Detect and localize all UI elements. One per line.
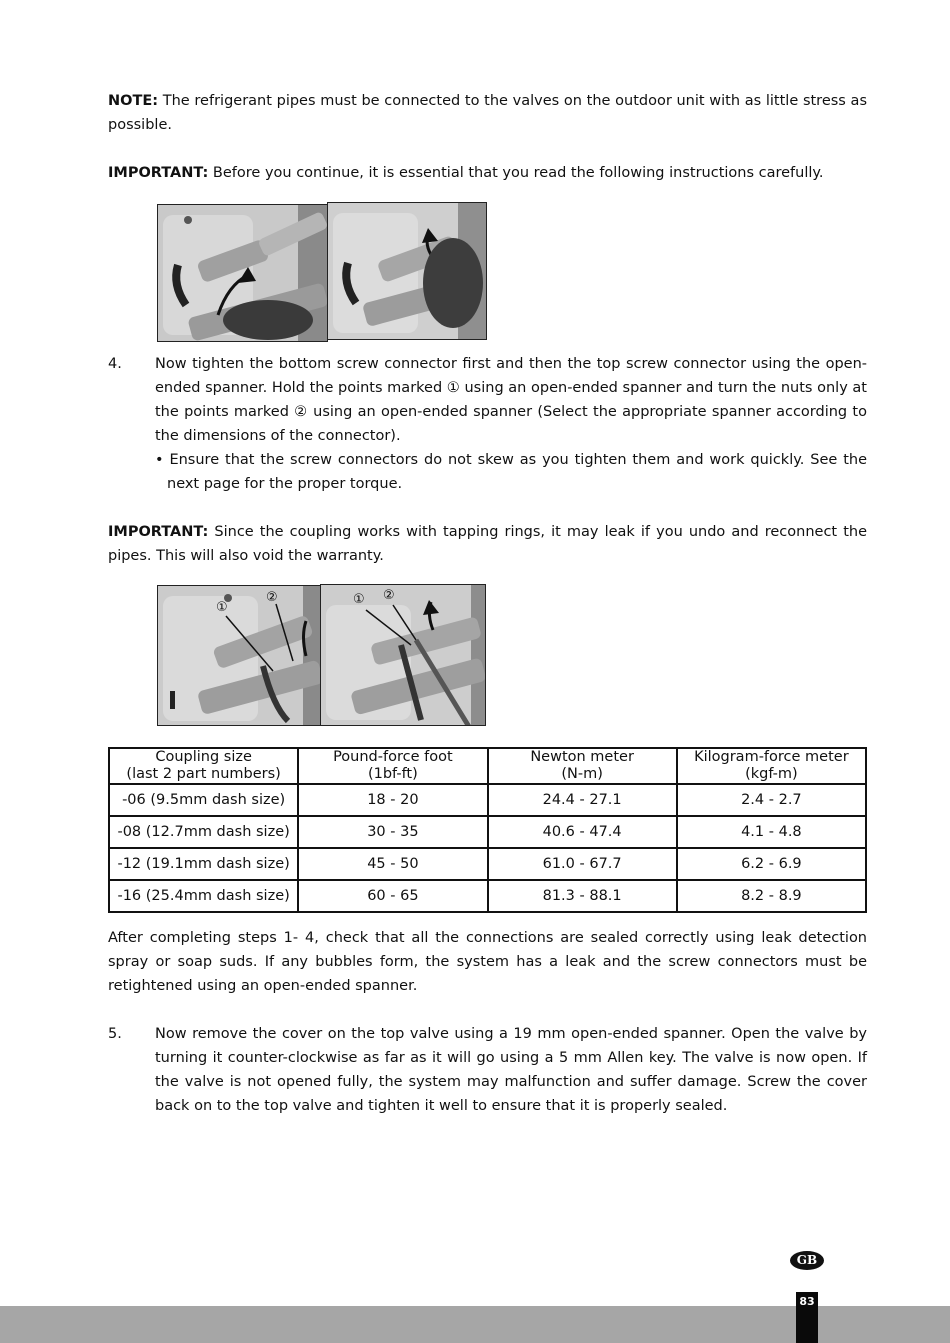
torque-table — [108, 747, 867, 913]
header-newton-meter: Newton meter (N-m) — [488, 748, 677, 784]
table-cell: 2.4 - 2.7 — [677, 784, 866, 816]
marker-2-left: ② — [266, 590, 278, 605]
table-row — [109, 848, 866, 880]
header-kilogram-force-meter: Kilogram-force meter (kgf-m) — [677, 748, 866, 784]
important-text-1: Before you continue, it is essential that you read the following instructions carefully. — [208, 165, 824, 181]
step-4-number: 4. — [108, 356, 122, 372]
header-coupling-size: Coupling size (last 2 part numbers) — [109, 748, 298, 784]
photo-valve-right-top — [327, 202, 487, 340]
table-cell: -16 (25.4mm dash size) — [109, 880, 298, 912]
photo-valve-left-top — [157, 204, 328, 342]
table-header-row — [109, 748, 866, 784]
important-text-2: Since the coupling works with tapping rings, it may leak if you undo and reconnect the pipes. This will also void the warranty. — [108, 524, 867, 564]
note-paragraph — [108, 89, 867, 137]
table-row — [109, 880, 866, 912]
step-4-text: Now tighten the bottom screw connector first and then the top screw connector using the open-ended spanner. Hold the points marked ① using an open-ended spanner and turn the nuts only at the points marked ② using an open-ended spanner (Select the appropriate spanner according to the dimensions of the connector). — [155, 356, 867, 444]
step-5-number: 5. — [108, 1026, 122, 1042]
note-label: NOTE: — [108, 93, 159, 109]
important-label-1: IMPORTANT: — [108, 165, 209, 181]
table-cell: 81.3 - 88.1 — [488, 880, 677, 912]
table-cell: 18 - 20 — [298, 784, 487, 816]
header-pound-force-foot: Pound-force foot (1bf-ft) — [298, 748, 487, 784]
table-cell: 45 - 50 — [298, 848, 487, 880]
table-cell: 8.2 - 8.9 — [677, 880, 866, 912]
table-cell: 4.1 - 4.8 — [677, 816, 866, 848]
photo-spanner-left — [157, 585, 321, 726]
marker-1-left: ① — [216, 600, 228, 615]
step-4 — [108, 352, 867, 496]
step-5-text: Now remove the cover on the top valve using a 19 mm open-ended spanner. Open the valve by turning it counter-clockwise as far as it will go using a 5 mm Allen key. The valve is now open. If the valve is not opened fully, the system may malfunction and suffer damage. Screw the cover back on to the top valve and tighten it well to ensure that it is properly sealed. — [155, 1026, 867, 1114]
marker-2-right: ② — [383, 588, 395, 603]
photo-spanner-right — [320, 584, 486, 726]
step-5 — [108, 1022, 867, 1118]
step-4-bullet: • Ensure that the screw connectors do not skew as you tighten them and work quickly. See the next page for the proper torque. — [155, 452, 867, 492]
table-cell: -08 (12.7mm dash size) — [109, 816, 298, 848]
table-cell: 30 - 35 — [298, 816, 487, 848]
table-cell: 24.4 - 27.1 — [488, 784, 677, 816]
marker-1-right: ① — [353, 592, 365, 607]
table-cell: 6.2 - 6.9 — [677, 848, 866, 880]
leak-check-paragraph: After completing steps 1- 4, check that all the connections are sealed correctly using leak detection spray or soap suds. If any bubbles form, the system has a leak and the screw connectors must be retightened using an open-ended spanner. — [108, 930, 867, 994]
table-cell: -06 (9.5mm dash size) — [109, 784, 298, 816]
table-cell: 61.0 - 67.7 — [488, 848, 677, 880]
note-text: The refrigerant pipes must be connected to the valves on the outdoor unit with as little stress as possible. — [108, 93, 867, 133]
table-cell: -12 (19.1mm dash size) — [109, 848, 298, 880]
important-label-2: IMPORTANT: — [108, 524, 209, 540]
table-row — [109, 816, 866, 848]
language-badge: GB — [790, 1251, 824, 1270]
page-number: 83 — [796, 1292, 818, 1343]
important-paragraph-2 — [108, 520, 867, 568]
table-cell: 40.6 - 47.4 — [488, 816, 677, 848]
table-cell: 60 - 65 — [298, 880, 487, 912]
important-paragraph-1 — [108, 161, 867, 185]
table-row — [109, 784, 866, 816]
